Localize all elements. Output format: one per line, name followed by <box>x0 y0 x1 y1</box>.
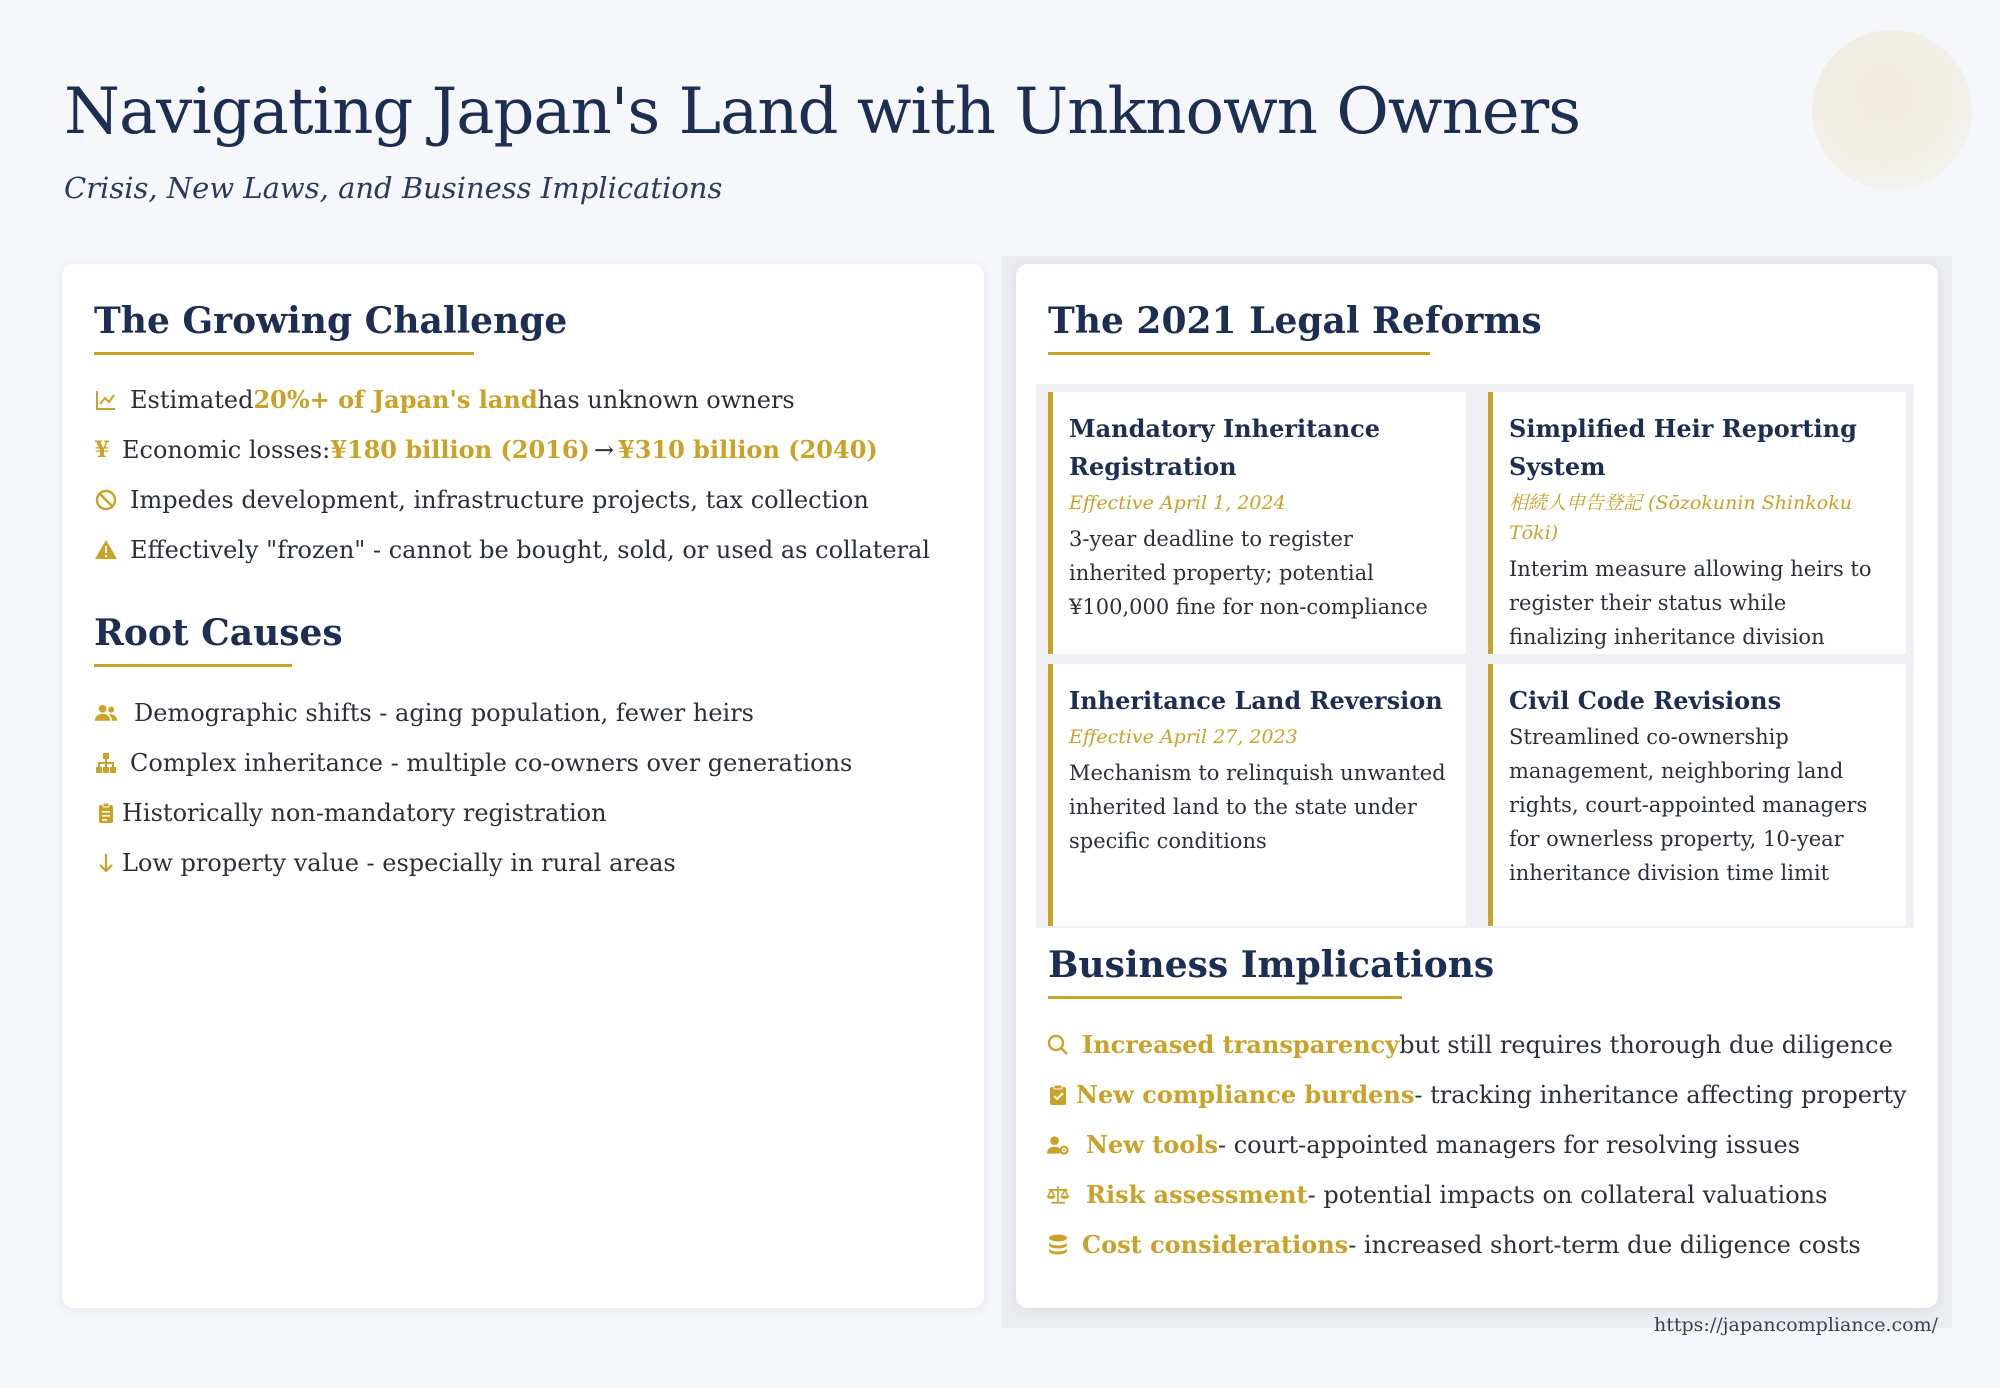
reform-card-land-reversion <box>1048 664 1466 926</box>
list-item: Complex inheritance - multiple co-owners over generations <box>94 738 852 788</box>
reform-card-civil-code <box>1488 664 1906 926</box>
reform-card-mandatory-registration <box>1048 392 1466 654</box>
clipboard-icon <box>94 801 110 825</box>
reform-card-body: Mechanism to relinquish unwanted inherited land to the state under specific conditions <box>1069 761 1446 853</box>
search-icon <box>1046 1033 1070 1057</box>
root-causes-list <box>94 688 852 888</box>
list-item: New tools - court-appointed managers for resolving issues <box>1046 1120 1907 1170</box>
list-item: Estimated 20%+ of Japan's land has unknown owners <box>94 375 930 425</box>
yen-icon: ¥ <box>94 437 110 463</box>
list-item: New compliance burdens - tracking inheritance affecting property <box>1046 1070 1907 1120</box>
page-subtitle: Crisis, New Laws, and Business Implications <box>64 171 723 205</box>
chart-line-icon <box>94 388 118 412</box>
ban-icon <box>94 488 118 512</box>
user-gear-icon <box>1046 1133 1074 1157</box>
business-implications-title: Business Implications <box>1048 944 1495 986</box>
reform-card-body: 3-year deadline to register inherited property; potential ¥100,000 fine for non-compliance <box>1069 527 1428 619</box>
arrow-down-icon <box>94 851 110 875</box>
page-title: Navigating Japan's Land with Unknown Owners <box>64 75 1581 149</box>
footer-url[interactable]: https://japancompliance.com/ <box>1654 1314 1938 1336</box>
list-item: Increased transparency but still requires thorough due diligence <box>1046 1020 1907 1070</box>
coins-icon <box>1046 1233 1070 1257</box>
clipboard-check-icon <box>1046 1083 1064 1107</box>
list-item: Demographic shifts - aging population, fewer heirs <box>94 688 852 738</box>
warning-icon <box>94 538 118 562</box>
root-causes-title: Root Causes <box>94 612 343 654</box>
list-item: Cost considerations - increased short-term due diligence costs <box>1046 1220 1907 1270</box>
list-item: ¥ Economic losses: ¥180 billion (2016) → ¥310 billion (2040) <box>94 435 878 464</box>
users-icon <box>94 701 122 725</box>
root-causes-underline <box>94 664 292 667</box>
list-item: Effectively "frozen" - cannot be bought, sold, or used as collateral <box>94 525 930 575</box>
reforms-grid <box>1036 384 1914 928</box>
scale-icon <box>1046 1183 1074 1207</box>
growing-challenge-underline <box>94 352 474 355</box>
reform-card-title: Civil Code Revisions <box>1509 686 1782 715</box>
growing-challenge-title: The Growing Challenge <box>94 300 568 342</box>
legal-reforms-title: The 2021 Legal Reforms <box>1048 300 1542 342</box>
reform-card-effective: Effective April 27, 2023 <box>1069 726 1298 748</box>
reform-card-title: Inheritance Land Reversion <box>1069 686 1443 715</box>
reform-card-effective: 相続人申告登記 (Sōzokunin Shinkoku Tōki) <box>1509 492 1852 544</box>
sitemap-icon <box>94 751 118 775</box>
list-item: Impedes development, infrastructure projects, tax collection <box>94 475 930 525</box>
list-item: Historically non-mandatory registration <box>94 788 852 838</box>
page-header <box>64 68 1764 208</box>
business-implications-underline <box>1048 996 1402 999</box>
implications-list <box>1046 1020 1907 1270</box>
reform-card-heir-reporting <box>1488 392 1906 654</box>
reform-card-body: Interim measure allowing heirs to register their status while finalizing inheritance division <box>1509 557 1872 649</box>
list-item: Low property value - especially in rural areas <box>94 838 852 888</box>
decorative-circle <box>1812 30 1972 190</box>
reform-card-title: Mandatory Inheritance Registration <box>1069 414 1381 481</box>
list-item: Risk assessment - potential impacts on collateral valuations <box>1046 1170 1907 1220</box>
reform-card-title: Simplified Heir Reporting System <box>1509 414 1857 481</box>
challenge-list <box>94 375 930 575</box>
reform-card-body: Streamlined co-ownership management, neighboring land rights, court-appointed managers for ownerless property, 10-year inheritance division time limit <box>1509 725 1868 885</box>
legal-reforms-underline <box>1048 352 1430 355</box>
reform-card-effective: Effective April 1, 2024 <box>1069 492 1286 514</box>
